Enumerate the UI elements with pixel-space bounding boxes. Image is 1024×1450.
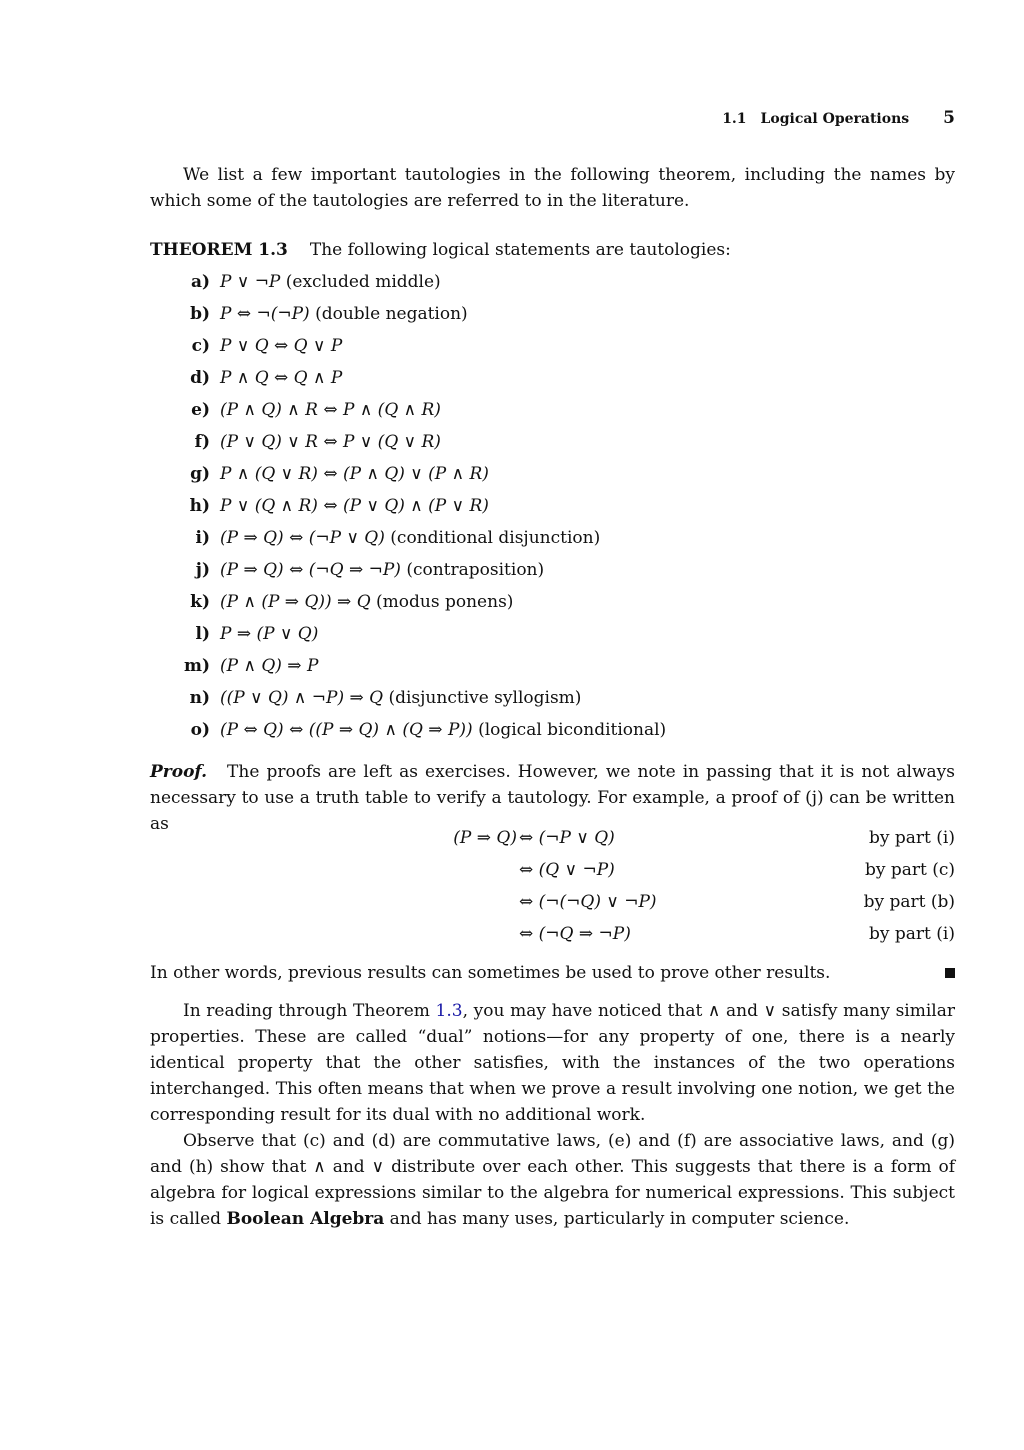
item-formula: (P ∧ (P ⇒ Q)) ⇒ Q	[220, 592, 371, 612]
list-item	[150, 364, 955, 396]
derivation-row	[150, 824, 955, 856]
conclusion-text: In other words, previous results can sometimes be used to prove other results.	[150, 963, 831, 983]
intro-paragraph	[150, 162, 955, 214]
item-label: i)	[195, 528, 210, 548]
derivation-row	[150, 920, 955, 952]
qed-square-icon	[945, 968, 955, 978]
item-formula: (P ⇒ Q) ⇔ (¬Q ⇒ ¬P)	[220, 560, 401, 580]
item-formula: P ⇒ (P ∨ Q)	[220, 624, 319, 644]
proof-conclusion	[150, 960, 955, 986]
item-label: a)	[190, 272, 210, 292]
item-name: (contraposition)	[406, 560, 545, 580]
item-label: j)	[195, 560, 210, 580]
page-number: 5	[943, 108, 955, 128]
list-item	[150, 268, 955, 300]
item-label: d)	[190, 368, 210, 388]
item-formula: (P ⇔ Q) ⇔ ((P ⇒ Q) ∧ (Q ⇒ P))	[220, 720, 473, 740]
p2-text-end: and has many uses, particularly in computer science.	[384, 1209, 850, 1229]
theorem-statement: The following logical statements are tautologies:	[309, 240, 731, 260]
list-item	[150, 460, 955, 492]
item-formula: P ∧ Q ⇔ Q ∧ P	[220, 368, 343, 388]
derivation-justification: by part (c)	[864, 860, 955, 880]
item-formula: (P ∨ Q) ∨ R ⇔ P ∨ (Q ∨ R)	[220, 432, 441, 452]
list-item	[150, 652, 955, 684]
item-name: (modus ponens)	[376, 592, 514, 612]
item-formula: (P ∧ Q) ∧ R ⇔ P ∧ (Q ∧ R)	[220, 400, 441, 420]
proof-text: The proofs are left as exercises. However, we note in passing that it is not always necessary to use a truth table to verify a tautology. For example, a proof of (j) can be written as	[150, 762, 955, 834]
theorem-heading	[150, 237, 955, 263]
derivation-rhs: ⇔ (¬P ∨ Q)	[519, 828, 615, 848]
p2-text-start: Observe that (c) and (d) are commutative laws, (e) and (f) are associative laws, and (g) and (h) show that ∧ and ∨ distribute over each other. This suggests that there is a form of algebra for logical expressions similar to the algebra for numerical expressions. This subject is called	[150, 1131, 955, 1229]
section-number: 1.1	[722, 111, 747, 127]
item-label: l)	[195, 624, 210, 644]
item-formula: (P ⇒ Q) ⇔ (¬P ∨ Q)	[220, 528, 385, 548]
section-title: Logical Operations	[760, 111, 910, 127]
item-label: k)	[190, 592, 210, 612]
item-name: (disjunctive syllogism)	[388, 688, 582, 708]
item-label: m)	[183, 656, 210, 676]
boolean-algebra-term: Boolean Algebra	[226, 1209, 385, 1229]
intro-text: We list a few important tautologies in the following theorem, including the names by which some of the tautologies are referred to in the literature.	[150, 165, 955, 211]
item-name: (double negation)	[315, 304, 468, 324]
item-formula: P ∨ ¬P	[220, 272, 281, 292]
theorem-label: THEOREM 1.3	[150, 240, 288, 260]
derivation-lhs: (P ⇒ Q)	[453, 828, 517, 848]
item-label: h)	[189, 496, 210, 516]
list-item	[150, 716, 955, 748]
discussion-paragraph-2	[150, 1128, 955, 1232]
running-header	[150, 108, 955, 130]
list-item	[150, 684, 955, 716]
list-item	[150, 588, 955, 620]
proof-label: Proof.	[150, 762, 208, 782]
item-name: (excluded middle)	[285, 272, 441, 292]
p1-text-end: , you may have noticed that ∧ and ∨ satisfy many similar properties. These are called “dual” notions—for any property of one, there is a nearly identical property that the other satisfies, with the instances of the two operations interchanged. This often means that when we prove a result involving one notion, we get the corresponding result for its dual with no additional work.	[150, 1001, 955, 1125]
derivation-row	[150, 856, 955, 888]
item-formula: (P ∧ Q) ⇒ P	[220, 656, 319, 676]
tautology-list	[150, 268, 955, 748]
discussion-paragraph-1	[150, 998, 955, 1128]
derivation-rhs: ⇔ (¬Q ⇒ ¬P)	[519, 924, 631, 944]
item-label: o)	[190, 720, 210, 740]
item-label: g)	[190, 464, 210, 484]
list-item	[150, 300, 955, 332]
list-item	[150, 396, 955, 428]
item-formula: P ∨ Q ⇔ Q ∨ P	[220, 336, 343, 356]
list-item	[150, 332, 955, 364]
item-label: f)	[194, 432, 210, 452]
derivation-rhs: ⇔ (Q ∨ ¬P)	[519, 860, 615, 880]
list-item	[150, 556, 955, 588]
derivation-row	[150, 888, 955, 920]
p1-text-start: In reading through Theorem	[183, 1001, 436, 1021]
item-name: (logical biconditional)	[478, 720, 667, 740]
discussion	[150, 998, 955, 1232]
derivation-justification: by part (i)	[869, 828, 955, 848]
item-label: b)	[190, 304, 210, 324]
derivation-justification: by part (i)	[869, 924, 955, 944]
item-label: e)	[191, 400, 210, 420]
list-item	[150, 492, 955, 524]
list-item	[150, 620, 955, 652]
item-name: (conditional disjunction)	[390, 528, 601, 548]
item-label: n)	[189, 688, 210, 708]
item-formula: P ∨ (Q ∧ R) ⇔ (P ∨ Q) ∧ (P ∨ R)	[220, 496, 489, 516]
theorem-reference-link[interactable]: 1.3	[435, 1001, 463, 1021]
derivation-rhs: ⇔ (¬(¬Q) ∨ ¬P)	[519, 892, 657, 912]
item-label: c)	[191, 336, 210, 356]
item-formula: P ⇔ ¬(¬P)	[220, 304, 310, 324]
derivation	[150, 824, 955, 952]
derivation-justification: by part (b)	[863, 892, 955, 912]
item-formula: P ∧ (Q ∨ R) ⇔ (P ∧ Q) ∨ (P ∧ R)	[220, 464, 489, 484]
list-item	[150, 428, 955, 460]
list-item	[150, 524, 955, 556]
item-formula: ((P ∨ Q) ∧ ¬P) ⇒ Q	[220, 688, 384, 708]
